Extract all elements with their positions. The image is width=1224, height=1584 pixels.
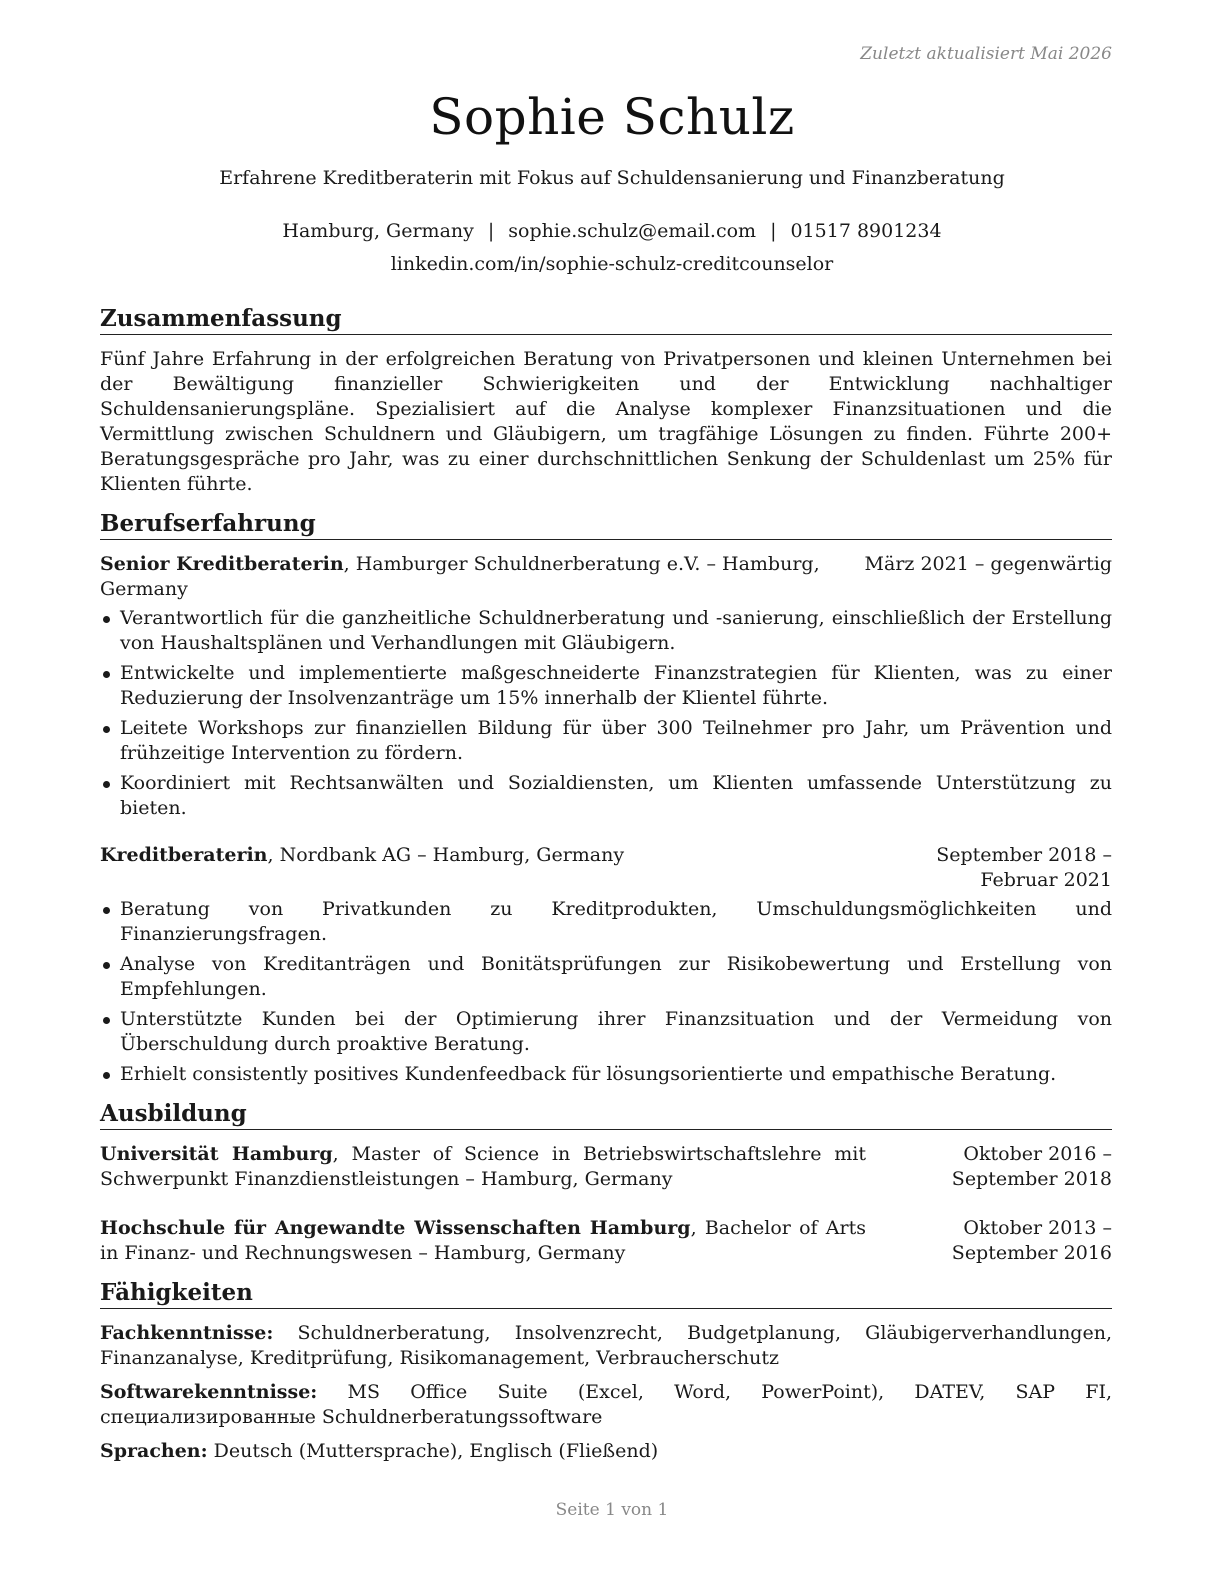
section-title-education: Ausbildung bbox=[100, 1099, 1112, 1130]
section-title-skills: Fähigkeiten bbox=[100, 1278, 1112, 1309]
job-organization: , Hamburger Schuldnerberatung e.V. – Hamburg, Germany bbox=[100, 553, 820, 600]
degree-detail: , Bachelor of Arts in Finanz- und Rechnungswesen – Hamburg, Germany bbox=[100, 1217, 866, 1264]
education-dates: Oktober 2016 – September 2018 bbox=[951, 1143, 1112, 1190]
list-item: Analyse von Kreditanträgen und Bonitätsprüfungen zur Risikobewertung und Erstellung von Empfehlungen. bbox=[100, 952, 1112, 1002]
list-item: Verantwortlich für die ganzheitliche Schuldnerberatung und -sanierung, einschließlich der Erstellung von Haushaltsplänen und Verhandlungen mit Gläubigern. bbox=[100, 606, 1112, 656]
candidate-name: Sophie Schulz bbox=[429, 88, 795, 146]
section-title-summary: Zusammenfassung bbox=[100, 304, 1112, 335]
job-role: Kreditberaterin bbox=[100, 844, 268, 866]
list-item: Leitete Workshops zur finanziellen Bildung für über 300 Teilnehmer pro Jahr, um Prävention und frühzeitige Intervention zu fördern. bbox=[100, 716, 1112, 766]
list-item: Koordiniert mit Rechtsanwälten und Sozialdiensten, um Klienten umfassende Unterstützung zu bieten. bbox=[100, 771, 1112, 821]
job-header bbox=[100, 552, 1112, 602]
section-title-experience: Berufserfahrung bbox=[100, 509, 1112, 540]
skills-section bbox=[100, 1278, 1112, 1464]
education-entry bbox=[100, 1142, 1112, 1192]
linkedin-link[interactable]: linkedin.com/in/sophie-schulz-creditcounselor bbox=[390, 253, 834, 275]
contact-separator: | bbox=[487, 220, 495, 242]
degree-detail: , Master of Science in Betriebswirtschaftslehre mit Schwerpunkt Finanzdienstleistungen – Hamburg, Germany bbox=[100, 1143, 867, 1190]
list-item: Beratung von Privatkunden zu Kreditprodukten, Umschuldungsmöglichkeiten und Finanzierungsfragen. bbox=[100, 897, 1112, 947]
skill-label: Fachkenntnisse: bbox=[100, 1322, 274, 1344]
location: Hamburg, Germany bbox=[282, 220, 474, 242]
skill-text: Schuldnerberatung, Insolvenzrecht, Budgetplanung, Gläubigerverhandlungen, Finanzanalyse, Kreditprüfung, Risikomanagement, Verbraucherschutz bbox=[100, 1322, 1112, 1369]
skill-text: Deutsch (Muttersprache), Englisch (Fließend) bbox=[207, 1440, 659, 1462]
job-organization: , Nordbank AG – Hamburg, Germany bbox=[267, 844, 625, 866]
phone-number: 01517 8901234 bbox=[790, 220, 942, 242]
experience-section bbox=[100, 509, 1112, 1087]
education-dates: Oktober 2013 – September 2016 bbox=[951, 1217, 1112, 1264]
education-section bbox=[100, 1099, 1112, 1266]
job-header bbox=[100, 843, 1112, 893]
list-item: Erhielt consistently positives Kundenfeedback für lösungsorientierte und empathische Beratung. bbox=[100, 1062, 1112, 1087]
skill-label: Softwarekenntnisse: bbox=[100, 1381, 318, 1403]
resume-body bbox=[100, 304, 1112, 1476]
skill-line bbox=[100, 1439, 1112, 1464]
tagline: Erfahrene Kreditberaterin mit Fokus auf Schuldensanierung und Finanzberatung bbox=[219, 167, 1005, 189]
skill-label: Sprachen: bbox=[100, 1440, 208, 1462]
job-role: Senior Kreditberaterin bbox=[100, 553, 344, 575]
last-updated-note: Zuletzt aktualisiert Mai 2026 bbox=[860, 44, 1112, 64]
skill-line bbox=[100, 1321, 1112, 1371]
job-entry bbox=[100, 843, 1112, 1087]
job-dates: September 2018 – Februar 2021 bbox=[936, 844, 1112, 891]
job-dates: März 2021 – gegenwärtig bbox=[864, 553, 1112, 575]
skill-text: MS Office Suite (Excel, Word, PowerPoint), DATEV, SAP FI, специализированные Schuldnerberatungssoftware bbox=[100, 1381, 1112, 1428]
job-entry bbox=[100, 552, 1112, 821]
summary-text: Fünf Jahre Erfahrung in der erfolgreichen Beratung von Privatpersonen und kleinen Unternehmen bei der Bewältigung finanzieller Schwierigkeiten und der Entwicklung nachhaltiger Schuldensanierungspläne. Spezialisiert auf die Analyse komplexer Finanzsituationen und die Vermittlung zwischen Schuldnern und Gläubigern, um tragfähige Lösungen zu finden. Führte 200+ Beratungsgespräche pro Jahr, was zu einer durchschnittlichen Senkung der Schuldenlast um 25% für Klienten führte. bbox=[100, 348, 1112, 495]
summary-section bbox=[100, 304, 1112, 497]
education-entry bbox=[100, 1216, 1112, 1266]
list-item: Entwickelte und implementierte maßgeschneiderte Finanzstrategien für Klienten, was zu einer Reduzierung der Insolvenzanträge um 15% innerhalb der Klientel führte. bbox=[100, 661, 1112, 711]
list-item: Unterstützte Kunden bei der Optimierung ihrer Finanzsituation und der Vermeidung von Überschuldung durch proaktive Beratung. bbox=[100, 1007, 1112, 1057]
contact-separator: | bbox=[770, 220, 777, 242]
school-name: Universität Hamburg bbox=[100, 1143, 333, 1165]
school-name: Hochschule für Angewandte Wissenschaften Hamburg bbox=[100, 1217, 691, 1239]
skill-line bbox=[100, 1380, 1112, 1430]
email-link[interactable]: sophie.schulz@email.com bbox=[508, 220, 757, 242]
job-bullets bbox=[100, 897, 1112, 1087]
contact-line bbox=[0, 220, 1224, 242]
page-number: Seite 1 von 1 bbox=[555, 1500, 669, 1520]
job-bullets bbox=[100, 606, 1112, 821]
